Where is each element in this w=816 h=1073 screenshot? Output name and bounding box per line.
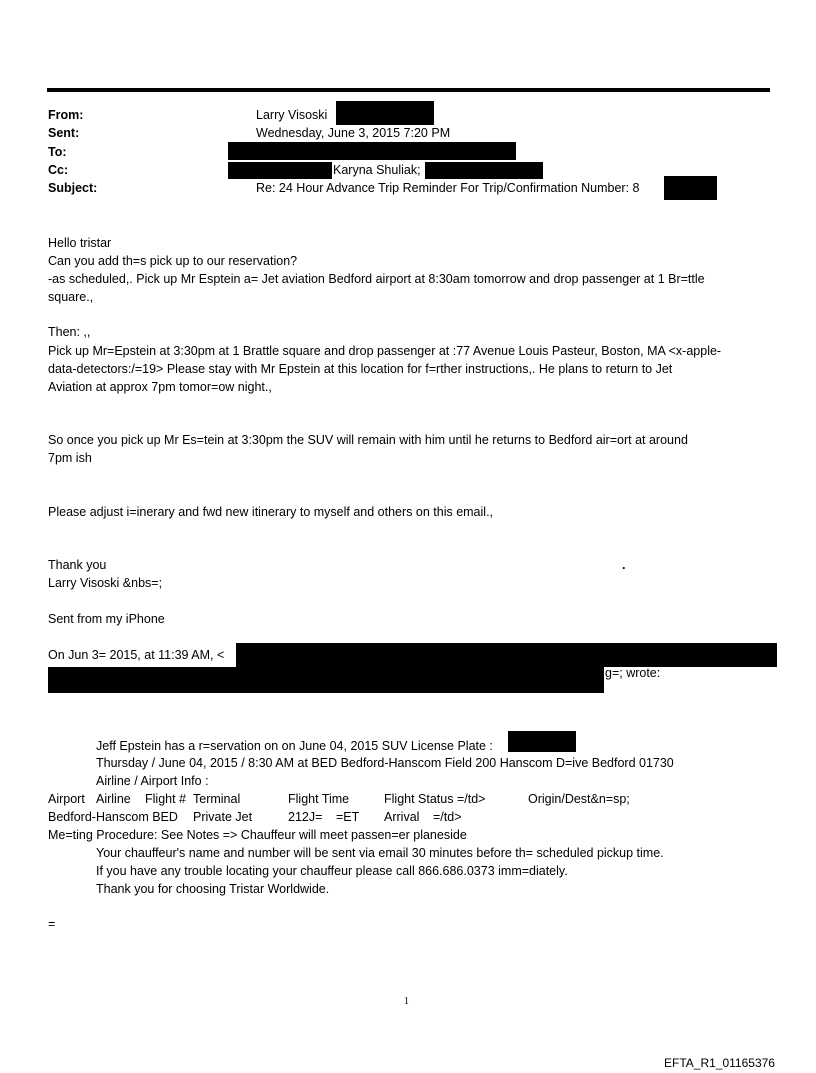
- redaction-cc-2: [425, 162, 543, 179]
- table-header-terminal: Terminal: [193, 792, 241, 806]
- sent-from: Sent from my iPhone: [48, 612, 165, 626]
- then-line: Then: ,,: [48, 325, 91, 339]
- page-number: 1: [404, 996, 409, 1007]
- subject-label: Subject:: [48, 181, 98, 195]
- to-label: To:: [48, 145, 67, 159]
- table-cell-terminal: =ET: [336, 810, 360, 824]
- redaction-cc-1: [228, 162, 332, 179]
- para3-line-2: 7pm ish: [48, 451, 92, 465]
- from-label: From:: [48, 108, 84, 122]
- redaction-subject: [664, 176, 717, 200]
- table-header-flight-status: Flight Status =/td>: [384, 792, 486, 806]
- para2-line-1: Pick up Mr=Epstein at 3:30pm at 1 Brattle square and drop passenger at :77 Avenue Louis Pasteur, Boston, MA <x-apple-: [48, 344, 722, 358]
- redaction-license-plate: [508, 731, 576, 752]
- meeting-procedure: Me=ting Procedure: See Notes => Chauffeur will meet passen=er planeside: [48, 828, 467, 842]
- cc-value: Karyna Shuliak;: [333, 163, 421, 177]
- para2-line-3: Aviation at approx 7pm tomor=ow night.,: [48, 380, 272, 394]
- redaction-from-email: [336, 101, 434, 125]
- table-cell-flight-number: 212J=: [288, 810, 323, 824]
- body-line-2: -as scheduled,. Pick up Mr Esptein a= Jet aviation Bedford airport at 8:30am tomorrow and drop passenger at 1 Br=ttle: [48, 272, 705, 286]
- from-value: Larry Visoski: [256, 108, 328, 122]
- para3-line-1: So once you pick up Mr Es=tein at 3:30pm the SUV will remain with him until he returns to Bedford air=ort at around: [48, 433, 688, 447]
- quoted-wrote: g=; wrote:: [605, 666, 661, 680]
- trailing-equals: =: [48, 917, 56, 931]
- thanks: Thank you: [48, 558, 107, 572]
- table-cell-status: =/td>: [433, 810, 462, 824]
- reminder-line-3: Airline / Airport Info :: [96, 774, 209, 788]
- notice-1: Your chauffeur's name and number will be sent via email 30 minutes before th= scheduled pickup time.: [96, 846, 664, 860]
- quoted-intro: On Jun 3= 2015, at 11:39 AM, <: [48, 648, 225, 662]
- redaction-quoted-2: [48, 667, 604, 693]
- table-header-airline: Airline: [96, 792, 131, 806]
- table-header-flight-time: Flight Time: [288, 792, 350, 806]
- table-cell-arrival: Arrival: [384, 810, 420, 824]
- table-cell-airline: Private Jet: [193, 810, 253, 824]
- stray-dot: .: [622, 558, 626, 572]
- header-rule: [47, 88, 770, 92]
- notice-3: Thank you for choosing Tristar Worldwide.: [96, 882, 330, 896]
- bates-number: EFTA_R1_01165376: [664, 1056, 775, 1070]
- sent-value: Wednesday, June 3, 2015 7:20 PM: [256, 126, 451, 140]
- table-header-airport: Airport: [48, 792, 85, 806]
- para2-line-2: data-detectors:/=19> Please stay with Mr Epstein at this location for f=rther instructions,. He plans to return to Jet: [48, 362, 673, 376]
- signature: Larry Visoski &nbs=;: [48, 576, 163, 590]
- body-line-1: Can you add th=s pick up to our reservation?: [48, 254, 298, 268]
- table-cell-airport: Bedford-Hanscom BED: [48, 810, 178, 824]
- para4: Please adjust i=inerary and fwd new itinerary to myself and others on this email.,: [48, 505, 494, 519]
- notice-2: If you have any trouble locating your chauffeur please call 866.686.0373 imm=diately.: [96, 864, 568, 878]
- body-line-3: square.,: [48, 290, 94, 304]
- cc-label: Cc:: [48, 163, 69, 177]
- redaction-quoted-1: [236, 643, 777, 667]
- sent-label: Sent:: [48, 126, 80, 140]
- greeting: Hello tristar: [48, 236, 112, 250]
- table-header-origin-dest: Origin/Dest&n=sp;: [528, 792, 630, 806]
- redaction-to: [228, 142, 516, 160]
- subject-value: Re: 24 Hour Advance Trip Reminder For Trip/Confirmation Number: 8: [256, 181, 640, 195]
- table-header-flight-number: Flight #: [145, 792, 186, 806]
- reminder-line-1: Jeff Epstein has a r=servation on on June 04, 2015 SUV License Plate :: [96, 739, 493, 753]
- reminder-line-2: Thursday / June 04, 2015 / 8:30 AM at BED Bedford-Hanscom Field 200 Hanscom D=ive Bedford 01730: [96, 756, 674, 770]
